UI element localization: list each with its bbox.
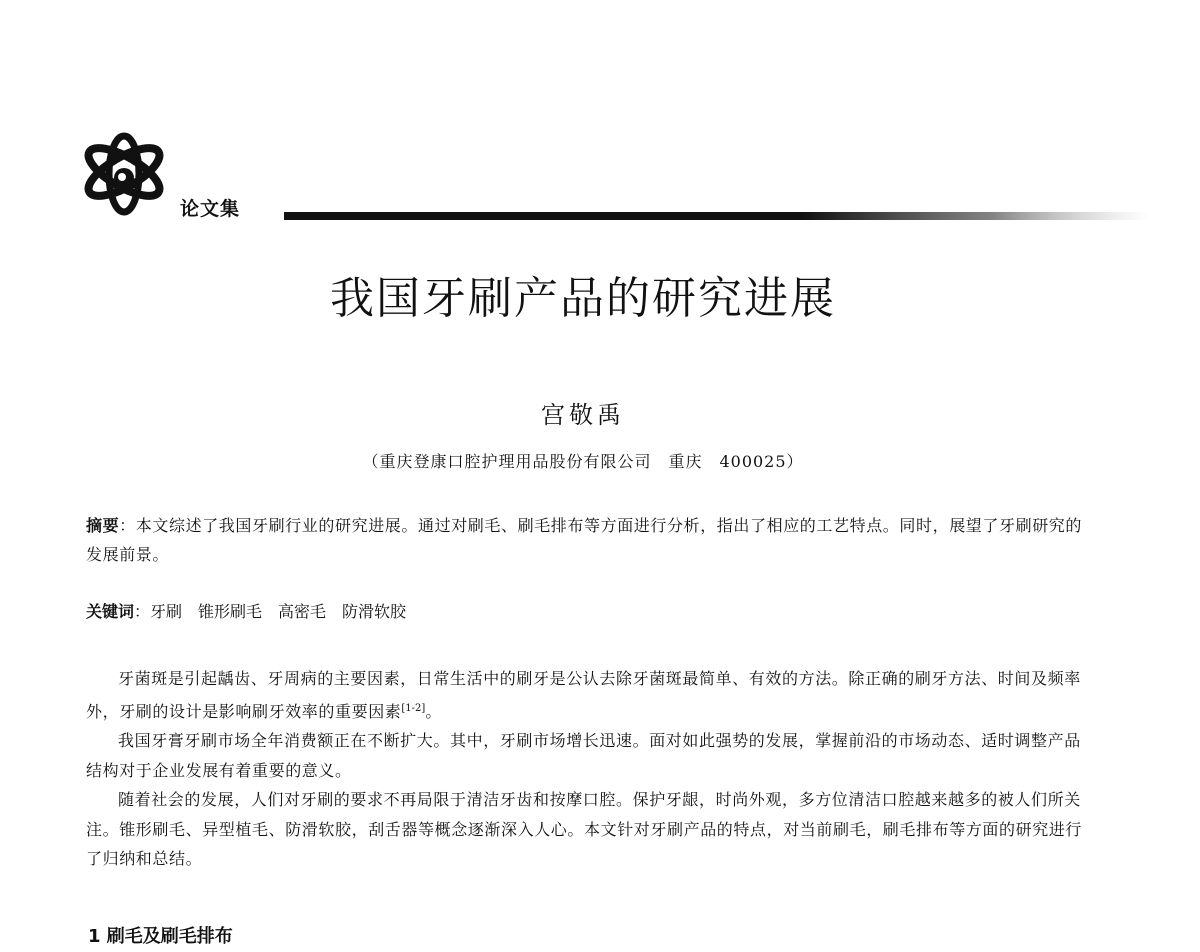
keywords bbox=[86, 597, 1090, 626]
body-paragraph: 我国牙膏牙刷市场全年消费额正在不断扩大。其中，牙刷市场增长迅速。面对如此强势的发展，掌握前沿的市场动态、适时调整产品结构对于企业发展有着重要的意义。 bbox=[86, 731, 1081, 780]
body-paragraph bbox=[86, 664, 1090, 726]
series-label: 论文集 bbox=[180, 198, 241, 220]
section-heading: 1 刷毛及刷毛排布 bbox=[88, 926, 233, 947]
abstract-text: ：本文综述了我国牙刷行业的研究进展。通过对刷毛、刷毛排布等方面进行分析，指出了相应的工艺特点。同时，展望了牙刷研究的发展前景。 bbox=[86, 516, 1083, 564]
paper-title: 我国牙刷产品的研究进展 bbox=[330, 273, 836, 324]
author-name: 宫敬禹 bbox=[541, 401, 625, 429]
paragraph-1-end: 。 bbox=[425, 701, 442, 721]
keywords-text: ：牙刷 锥形刷毛 高密毛 防滑软胶 bbox=[134, 602, 407, 621]
body-text bbox=[86, 664, 1090, 874]
paragraph-1-text: 牙菌斑是引起龋齿、牙周病的主要因素，日常生活中的刷牙是公认去除牙菌斑最简单、有效的方法。除正确的刷牙方法、时间及频率外，牙刷的设计是影响刷牙效率的重要因素 bbox=[86, 669, 1081, 721]
keywords-label: 关键词 bbox=[86, 602, 135, 621]
header-rule bbox=[284, 206, 1150, 216]
orbit-logo-icon bbox=[76, 128, 172, 220]
author-affiliation: （重庆登康口腔护理用品股份有限公司 重庆 400025） bbox=[362, 452, 804, 471]
body-paragraph: 随着社会的发展，人们对牙刷的要求不再局限于清洁牙齿和按摩口腔。保护牙龈，时尚外观，多方位清洁口腔越来越多的被人们所关注。锥形刷毛、异型植毛、防滑软胶，刮舌器等概念逐渐深入人心。本文针对牙刷产品的特点，对当前刷毛，刷毛排布等方面的研究进行了归纳和总结。 bbox=[86, 790, 1083, 868]
abstract bbox=[86, 511, 1090, 569]
citation-ref: [1-2] bbox=[401, 702, 426, 714]
abstract-label: 摘要 bbox=[86, 516, 120, 535]
